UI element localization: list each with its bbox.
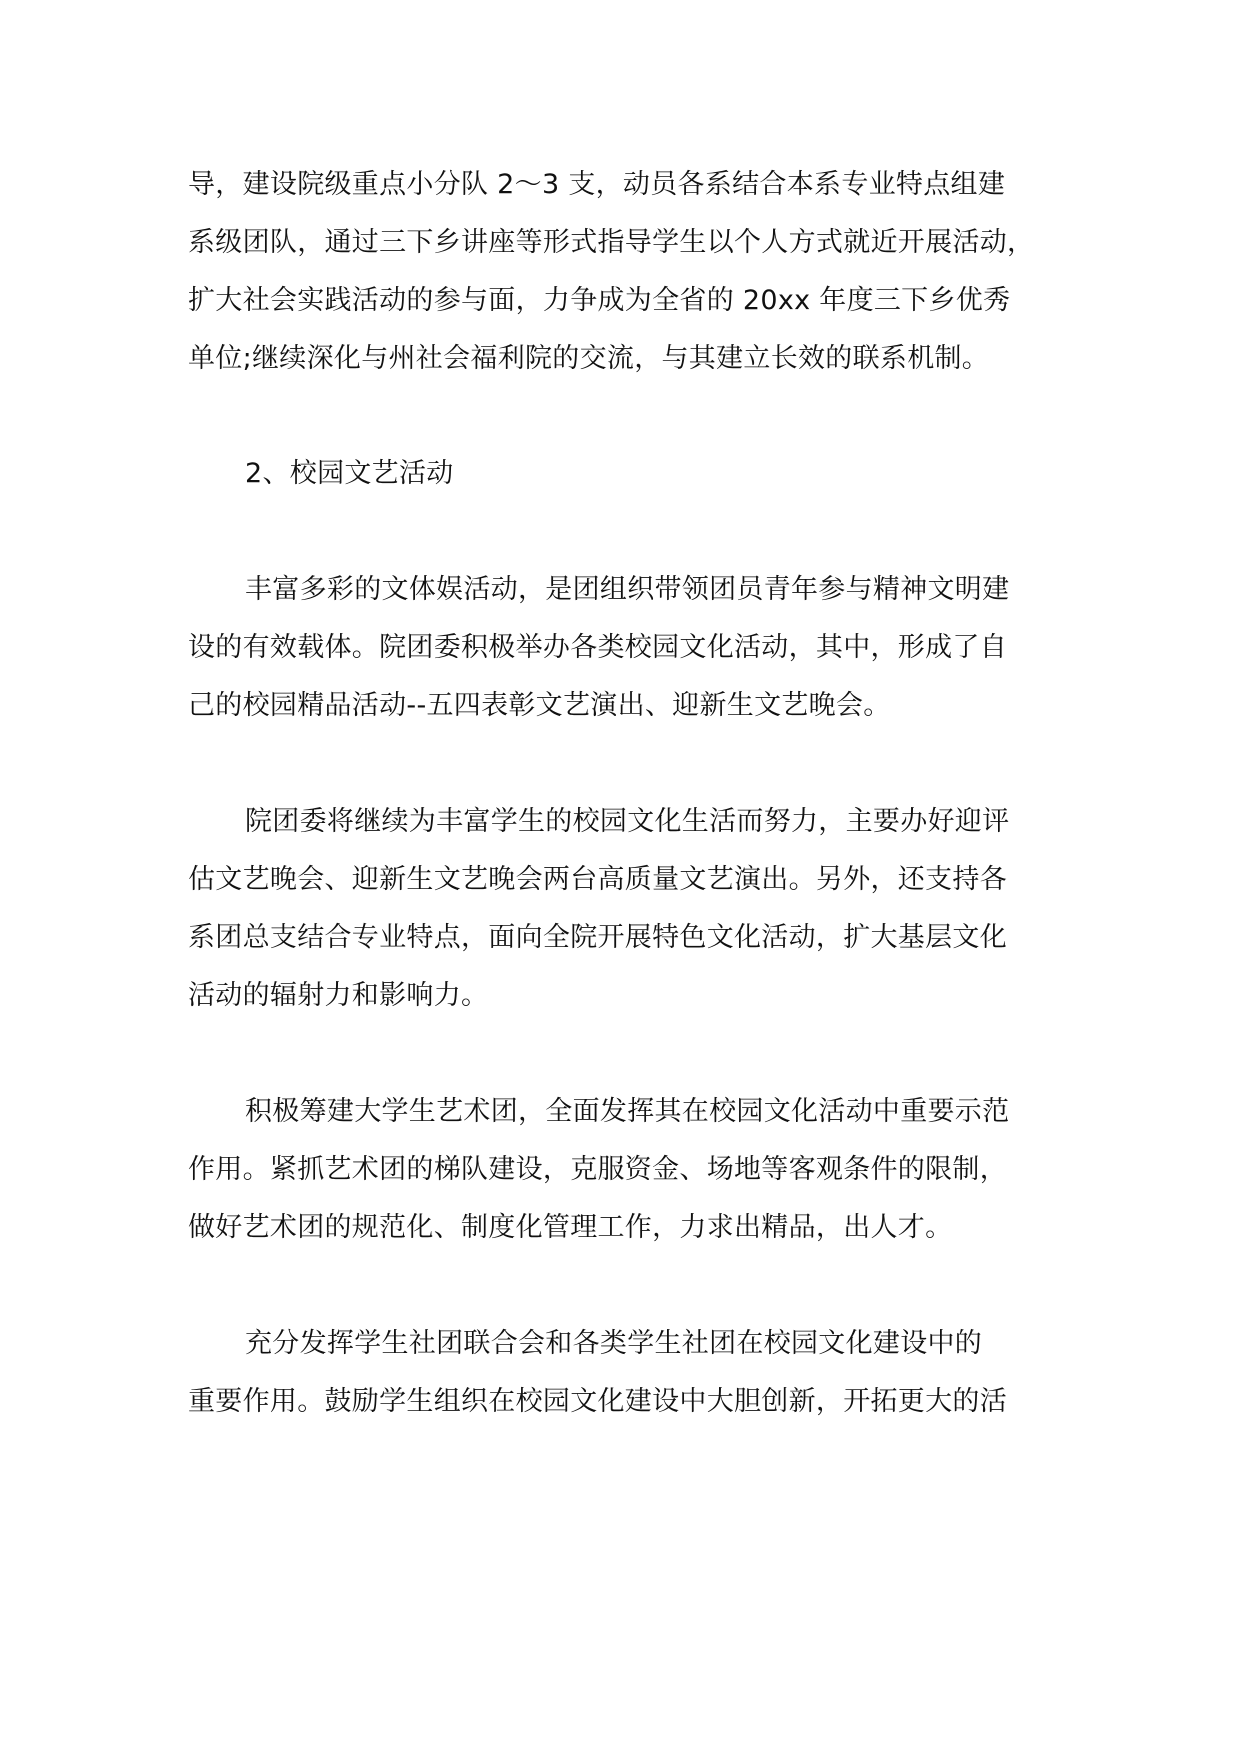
paragraph-line: 充分发挥学生社团联合会和各类学生社团在校园文化建设中的 [245,1328,983,1359]
paragraph-line: 院团委将继续为丰富学生的校园文化生活而努力，主要办好迎评 [245,806,1010,837]
paragraph-line: 系级团队，通过三下乡讲座等形式指导学生以个人方式就近开展活动， [188,227,1035,258]
paragraph-line: 扩大社会实践活动的参与面，力争成为全省的 20xx 年度三下乡优秀 [188,285,1011,316]
paragraph-line: 作用。紧抓艺术团的梯队建设，克服资金、场地等客观条件的限制， [188,1154,1007,1185]
paragraph-line: 单位;继续深化与州社会福利院的交流，与其建立长效的联系机制。 [188,343,990,374]
paragraph-line: 丰富多彩的文体娱活动，是团组织带领团员青年参与精神文明建 [245,574,1010,605]
paragraph-line: 估文艺晚会、迎新生文艺晚会两台高质量文艺演出。另外，还支持各 [188,864,1007,895]
paragraph-line: 设的有效载体。院团委积极举办各类校园文化活动，其中，形成了自 [188,632,1007,663]
paragraph-line: 导，建设院级重点小分队 2～3 支，动员各系结合本系专业特点组建 [188,169,1006,200]
section-heading: 2、校园文艺活动 [245,458,454,489]
paragraph-line: 活动的辐射力和影响力。 [188,980,489,1011]
paragraph-line: 己的校园精品活动--五四表彰文艺演出、迎新生文艺晚会。 [188,690,891,721]
paragraph-line: 积极筹建大学生艺术团，全面发挥其在校园文化活动中重要示范 [245,1096,1010,1127]
paragraph-line: 系团总支结合专业特点，面向全院开展特色文化活动，扩大基层文化 [188,922,1007,953]
paragraph-line: 做好艺术团的规范化、制度化管理工作，力求出精品，出人才。 [188,1212,953,1243]
paragraph-line: 重要作用。鼓励学生组织在校园文化建设中大胆创新，开拓更大的活 [188,1386,1007,1417]
